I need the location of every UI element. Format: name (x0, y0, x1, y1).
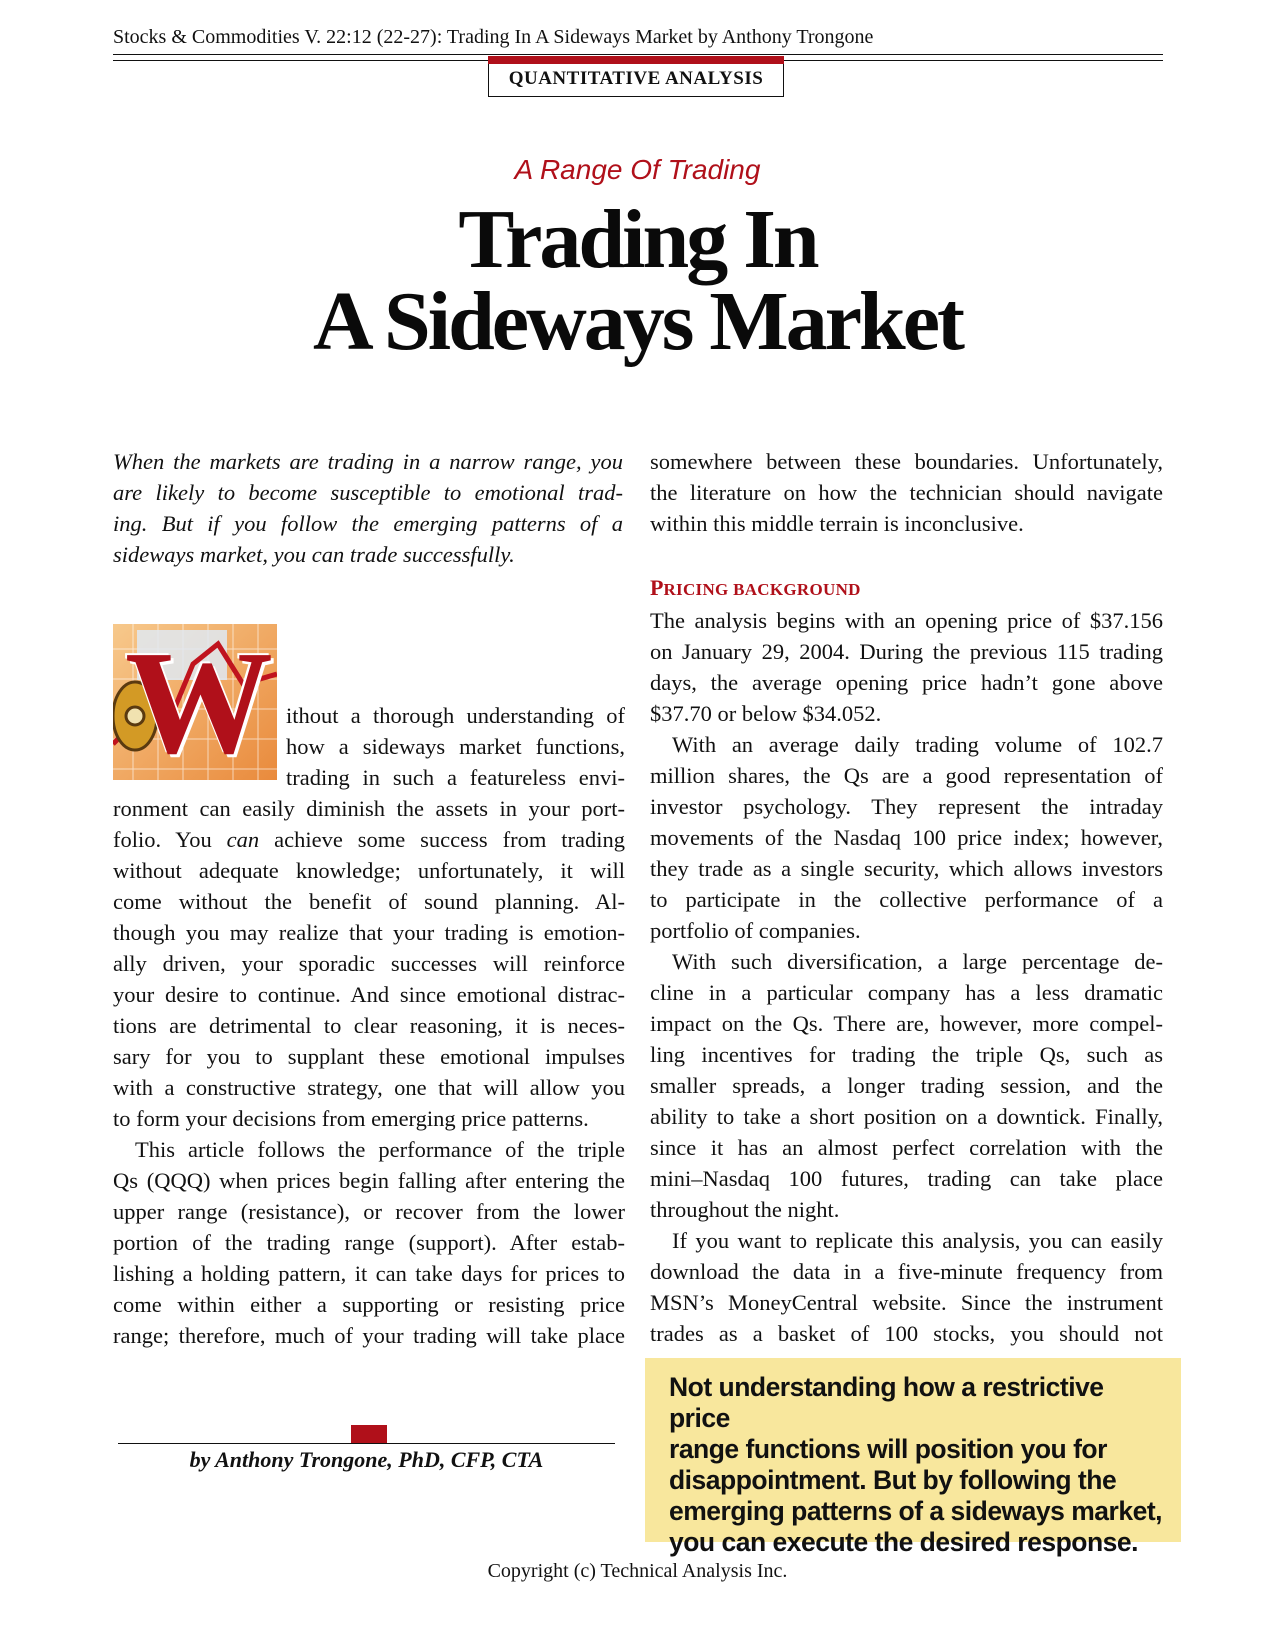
body-line: range; therefore, much of your trading will take place (113, 1323, 625, 1348)
left-column-dropcap-lines (286, 700, 625, 793)
body-line: ability to take a short position on a downtick. Finally, (650, 1104, 1163, 1129)
body-line: movements of the Nasdaq 100 price index; however, (650, 825, 1163, 850)
body-line: how a sideways market functions, (286, 734, 625, 759)
lead-line: are likely to become susceptible to emotional trad- (113, 480, 623, 505)
body-line: portfolio of companies. (650, 918, 861, 943)
byline-accent-mark (351, 1425, 387, 1443)
body-line: investor psychology. They represent the intraday (650, 794, 1163, 819)
body-line: your desire to continue. And since emotional distrac- (113, 982, 625, 1007)
body-line: sary for you to supplant these emotional impulses (113, 1044, 625, 1069)
pull-quote-line: you can execute the desired response. (669, 1527, 1138, 1557)
body-line: to form your decisions from emerging price patterns. (113, 1106, 589, 1131)
article-kicker: A Range Of Trading (514, 154, 761, 185)
pull-quote-line: emerging patterns of a sideways market, (669, 1496, 1163, 1526)
right-column-top (650, 446, 1163, 539)
body-line: smaller spreads, a longer trading session, and the (650, 1073, 1163, 1098)
body-line: With such diversification, a large percentage de- (672, 949, 1163, 974)
section-accent-bar (488, 56, 784, 64)
body-text: M (650, 1290, 671, 1315)
dropcap-letter: W (125, 621, 273, 785)
subhead-cap: P (650, 575, 664, 600)
section-tab (488, 56, 784, 97)
lead-paragraph (113, 446, 623, 570)
body-line: though you may realize that your trading is emotion- (113, 920, 625, 945)
pull-quote-line: Not understanding how a restrictive price (669, 1372, 1104, 1433)
body-line: The analysis begins with an opening price of $37.156 (650, 608, 1163, 633)
subhead-pricing-background (650, 575, 861, 601)
body-text: ’s MoneyCentral website. Since the instrument (698, 1290, 1163, 1315)
body-line: ronment can easily diminish the assets in your port- (113, 796, 625, 821)
body-line: since it has an almost perfect correlation with the (650, 1135, 1163, 1160)
lead-line: When the markets are trading in a narrow range, you (113, 449, 623, 474)
body-line: cline in a particular company has a less dramatic (650, 980, 1163, 1005)
body-line: With an average daily trading volume of 102.7 (672, 732, 1163, 757)
body-line: to participate in the collective performance of a (650, 887, 1163, 912)
body-line (113, 1165, 625, 1196)
author-byline: by Anthony Trongone, PhD, CFP, CTA (189, 1447, 544, 1472)
body-line: ling incentives for trading the triple Qs, such as (650, 1042, 1163, 1067)
lead-line: ing. But if you follow the emerging patterns of a (113, 511, 623, 536)
article-title-line2: A Sideways Market (313, 275, 962, 368)
body-text: achieve some success from trading (259, 827, 625, 852)
body-text: folio. You (113, 827, 227, 852)
body-line: the literature on how the technician should navigate (650, 480, 1163, 505)
header-rule-top (113, 54, 1163, 55)
body-line: upper range (resistance), or recover from the lower (113, 1199, 625, 1224)
pull-quote-line: range functions will position you for (669, 1434, 1107, 1464)
body-line: on January 29, 2004. During the previous 115 trading (650, 639, 1163, 664)
body-line: trading in such a featureless envi- (286, 765, 625, 790)
running-head: Stocks & Commodities V. 22:12 (22-27): Trading In A Sideways Market by Anthony Trongone (113, 26, 874, 48)
body-line: This article follows the performance of the triple (135, 1137, 625, 1162)
body-line: somewhere between these boundaries. Unfortunately, (650, 449, 1163, 474)
body-line: ally driven, your sporadic successes will reinforce (113, 951, 625, 976)
pull-quote-line: disappointment. But by following the (669, 1465, 1117, 1495)
body-line: million shares, the Qs are a good representation of (650, 763, 1163, 788)
body-line: within this middle terrain is inconclusive. (650, 511, 1024, 536)
body-text: Qs ( (113, 1168, 155, 1193)
body-line: tions are detrimental to clear reasoning, it is neces- (113, 1013, 625, 1038)
body-line: ithout a thorough understanding of (286, 703, 625, 728)
body-line: $37.70 or below $34.052. (650, 701, 882, 726)
body-line (650, 1287, 1163, 1318)
body-line: impact on the Qs. There are, however, more compel- (650, 1011, 1163, 1036)
body-line: throughout the night. (650, 1197, 840, 1222)
body-line: lishing a holding pattern, it can take days for prices to (113, 1261, 625, 1286)
body-line: mini–Nasdaq 100 futures, trading can take place (650, 1166, 1163, 1191)
byline-rule (118, 1443, 615, 1444)
brand-smallcaps: SN (670, 1290, 699, 1315)
pull-quote (645, 1358, 1181, 1557)
body-line: days, the average opening price hadn’t gone above (650, 670, 1163, 695)
emphasis-text: can (226, 827, 260, 852)
section-label: QUANTITATIVE ANALYSIS (488, 64, 784, 97)
body-line: portion of the trading range (support). After estab- (113, 1230, 625, 1255)
body-line: with a constructive strategy, one that will allow you (113, 1075, 625, 1100)
left-column-body (113, 793, 625, 1351)
body-line (113, 824, 625, 855)
subhead-rest: RICING BACKGROUND (663, 580, 861, 599)
article-title-line1: Trading In (458, 193, 817, 286)
lead-line: sideways market, you can trade successfully. (113, 542, 515, 567)
right-column-body (650, 605, 1163, 1349)
body-line: download the data in a five-minute frequency from (650, 1259, 1163, 1284)
body-line: come without the benefit of sound planning. Al- (113, 889, 625, 914)
body-line: If you want to replicate this analysis, you can easily (672, 1228, 1163, 1253)
body-line: without adequate knowledge; unfortunately, it will (113, 858, 625, 883)
copyright-footer: Copyright (c) Technical Analysis Inc. (487, 1560, 788, 1582)
body-text: ) when prices begin falling after entering the (202, 1168, 626, 1193)
body-line: come within either a supporting or resisting price (113, 1292, 625, 1317)
ticker-symbol: QQQ (154, 1168, 203, 1193)
body-line: trades as a basket of 100 stocks, you should not (650, 1321, 1163, 1346)
body-line: they trade as a single security, which allows investors (650, 856, 1163, 881)
